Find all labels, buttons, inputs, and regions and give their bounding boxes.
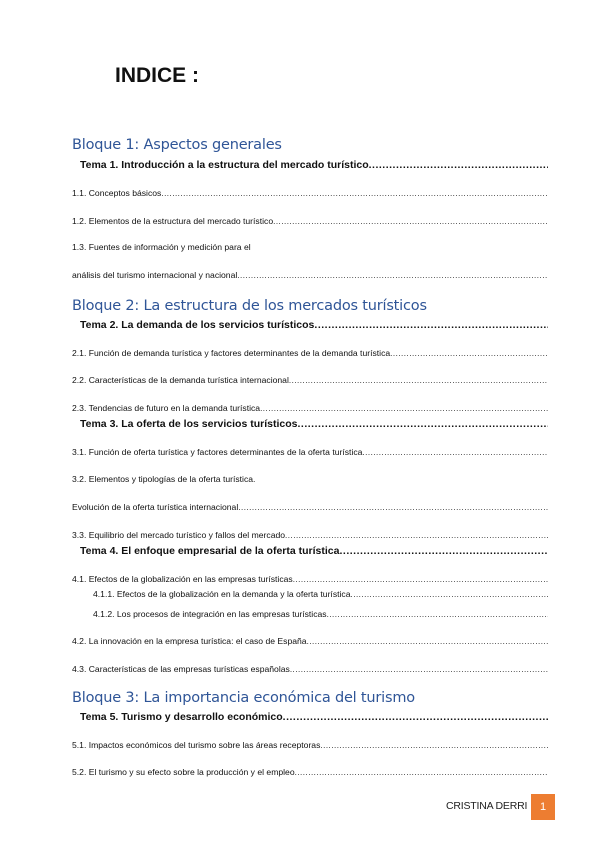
bloque-1-heading: Bloque 1: Aspectos generales xyxy=(72,137,282,153)
toc-entry-label: 4.1.1. Efectos de la globalización en la demanda y la oferta turística xyxy=(93,589,351,599)
toc-entry-3-2-line1[interactable]: 3.2. Elementos y tipologías de la oferta turística. xyxy=(72,474,256,484)
toc-entry-1-2[interactable] xyxy=(72,216,548,226)
leader-dots xyxy=(237,270,548,280)
leader-dots xyxy=(295,767,548,777)
toc-entry-1-3[interactable] xyxy=(72,270,548,280)
toc-entry-label: 3.3. Equilibrio del mercado turístico y fallos del mercado xyxy=(72,530,286,540)
leader-dots xyxy=(290,664,548,674)
leader-dots xyxy=(369,159,548,171)
leader-dots xyxy=(297,418,548,430)
toc-entry-label: 1.2. Elementos de la estructura del mercado turístico xyxy=(72,216,274,226)
toc-entry-label: Evolución de la oferta turística internacional xyxy=(72,502,239,512)
toc-entry-4-1[interactable] xyxy=(72,574,548,584)
toc-entry-label: análisis del turismo internacional y nacional xyxy=(72,270,238,280)
leader-dots xyxy=(289,375,548,385)
toc-entry-5-2[interactable] xyxy=(72,767,548,777)
toc-entry-4-2[interactable] xyxy=(72,636,548,646)
toc-tema-1-label: Tema 1. Introducción a la estructura del mercado turístico xyxy=(80,159,369,171)
bloque-2-heading: Bloque 2: La estructura de los mercados turísticos xyxy=(72,298,427,314)
toc-entry-label: 1.1. Conceptos básicos xyxy=(72,188,162,198)
leader-dots xyxy=(339,545,548,557)
toc-entry-5-1[interactable] xyxy=(72,740,548,750)
leader-dots xyxy=(285,530,548,540)
leader-dots xyxy=(314,319,548,331)
toc-entry-label: 2.3. Tendencias de futuro en la demanda turística xyxy=(72,403,261,413)
toc-entry-label: 3.1. Función de oferta turística y factores determinantes de la oferta turística xyxy=(72,447,363,457)
toc-tema-5-label: Tema 5. Turismo y desarrollo económico xyxy=(80,711,283,723)
leader-dots xyxy=(351,589,549,599)
leader-dots xyxy=(320,740,548,750)
index-title: INDICE : xyxy=(115,64,199,87)
toc-tema-2[interactable] xyxy=(80,319,548,331)
leader-dots xyxy=(327,609,548,619)
toc-entry-2-3[interactable] xyxy=(72,403,548,413)
leader-dots xyxy=(362,447,548,457)
toc-entry-4-1-2[interactable] xyxy=(93,609,548,619)
toc-entry-label: 4.3. Características de las empresas turísticas españolas xyxy=(72,664,290,674)
toc-entry-3-3[interactable] xyxy=(72,530,548,540)
toc-entry-label: 2.2. Características de la demanda turística internacional xyxy=(72,375,289,385)
toc-entry-1-1[interactable] xyxy=(72,188,548,198)
toc-tema-2-label: Tema 2. La demanda de los servicios turísticos xyxy=(80,319,315,331)
bloque-3-heading: Bloque 3: La importancia económica del turismo xyxy=(72,690,415,706)
toc-entry-label: 5.2. El turismo y su efecto sobre la producción y el empleo xyxy=(72,767,295,777)
page-number-badge: 1 xyxy=(531,794,555,820)
toc-entry-label: 4.2. La innovación en la empresa turística: el caso de España xyxy=(72,636,307,646)
toc-entry-label: 5.1. Impactos económicos del turismo sobre las áreas receptoras xyxy=(72,740,321,750)
leader-dots xyxy=(260,403,548,413)
toc-entry-label: 2.1. Función de demanda turística y factores determinantes de la demanda turística xyxy=(72,348,391,358)
leader-dots xyxy=(161,188,548,198)
toc-entry-label: 4.1.2. Los procesos de integración en las empresas turísticas xyxy=(93,609,327,619)
leader-dots xyxy=(293,574,548,584)
toc-entry-4-3[interactable] xyxy=(72,664,548,674)
toc-tema-4[interactable] xyxy=(80,545,548,557)
leader-dots xyxy=(307,636,548,646)
leader-dots xyxy=(238,502,548,512)
toc-tema-3[interactable] xyxy=(80,418,548,430)
toc-entry-2-2[interactable] xyxy=(72,375,548,385)
toc-tema-3-label: Tema 3. La oferta de los servicios turísticos xyxy=(80,418,298,430)
toc-entry-3-2[interactable] xyxy=(72,502,548,512)
toc-entry-2-1[interactable] xyxy=(72,348,548,358)
toc-entry-1-3-line1[interactable]: 1.3. Fuentes de información y medición para el xyxy=(72,242,251,252)
toc-tema-5[interactable] xyxy=(80,711,548,723)
toc-tema-4-label: Tema 4. El enfoque empresarial de la oferta turística xyxy=(80,545,340,557)
toc-entry-4-1-1[interactable] xyxy=(93,589,548,599)
footer-author: CRISTINA DERRI xyxy=(446,800,528,812)
leader-dots xyxy=(283,711,548,723)
toc-tema-1[interactable] xyxy=(80,159,548,171)
leader-dots xyxy=(390,348,548,358)
toc-entry-label: 4.1. Efectos de la globalización en las empresas turísticas xyxy=(72,574,293,584)
toc-entry-3-1[interactable] xyxy=(72,447,548,457)
leader-dots xyxy=(273,216,548,226)
